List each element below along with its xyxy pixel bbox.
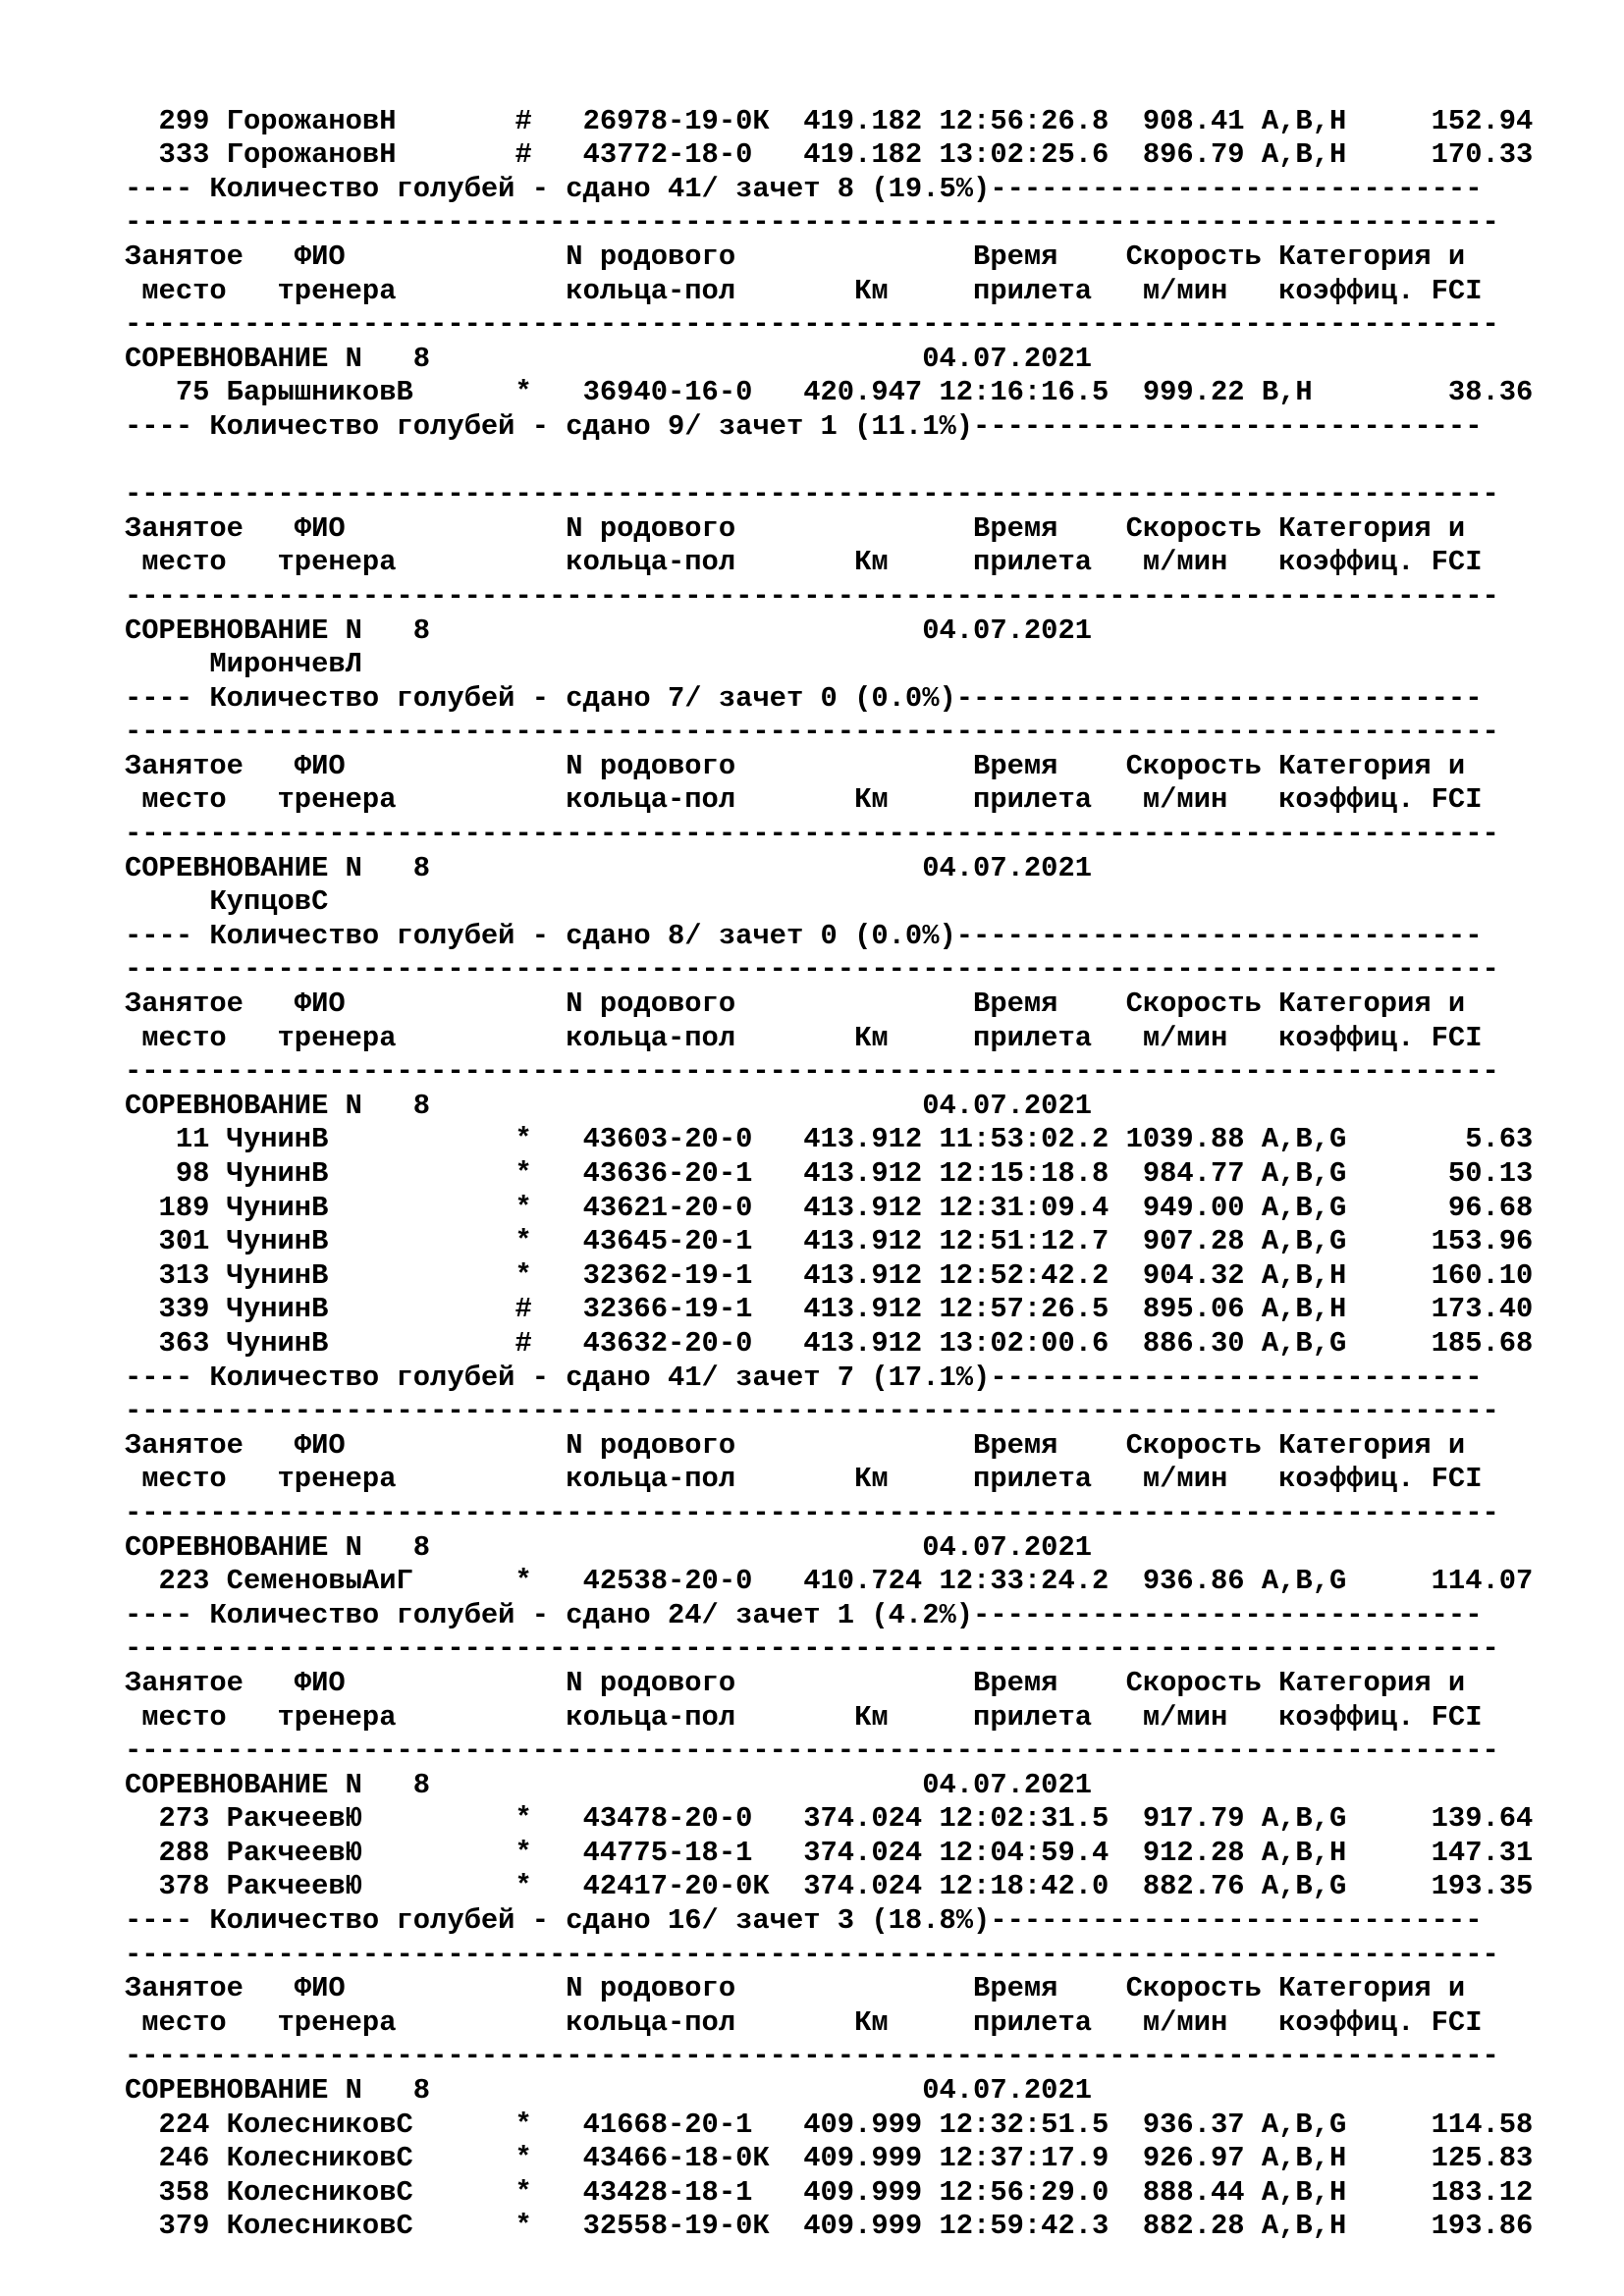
blank-line (125, 445, 1533, 479)
section-summary: ---- Количество голубей - сдано 8/ зачет 0 (0.0%)------------------------------- (125, 919, 1483, 952)
section-summary: ---- Количество голубей - сдано 16/ зачет 3 (18.8%)----------------------------- (125, 1904, 1483, 1938)
result-row: 224 КолесниковС * 41668-20-1 409.999 12:32:51.5 936.37 A,B,G 114.58 (125, 2108, 1534, 2141)
section-summary: ---- Количество голубей - сдано 24/ зачет 1 (4.2%)------------------------------ (125, 1598, 1483, 1631)
results-report (125, 71, 1533, 2278)
section-summary: ---- Количество голубей - сдано 41/ зачет 7 (17.1%)----------------------------- (125, 1361, 1483, 1394)
result-row: 98 ЧунинВ * 43636-20-1 413.912 12:15:18.8 984.77 A,B,G 50.13 (125, 1157, 1534, 1190)
result-row: 75 БарышниковВ * 36940-16-0 420.947 12:16:16.5 999.22 B,H 38.36 (125, 376, 1534, 409)
column-header: Занятое ФИО N родового Время Скорость Категория и (125, 1428, 1466, 1462)
result-row: 299 ГорожановН # 26978-19-0К 419.182 12:56:26.8 908.41 A,B,H 152.94 (125, 104, 1534, 137)
competition-header: СОРЕВНОВАНИЕ N 8 04.07.2021 (125, 851, 1093, 884)
competition-header: СОРЕВНОВАНИЕ N 8 04.07.2021 (125, 1089, 1093, 1122)
column-header: Занятое ФИО N родового Время Скорость Категория и (125, 1666, 1466, 1699)
competition-header: СОРЕВНОВАНИЕ N 8 04.07.2021 (125, 2074, 1093, 2108)
separator: --------------------------------------------------------------------------------- (125, 478, 1499, 511)
separator: --------------------------------------------------------------------------------- (125, 1735, 1499, 1768)
separator: --------------------------------------------------------------------------------- (125, 716, 1499, 749)
column-header: Занятое ФИО N родового Время Скорость Категория и (125, 240, 1466, 273)
trainer-name: МирончевЛ (125, 648, 362, 681)
section-summary: ---- Количество голубей - сдано 41/ зачет 8 (19.5%)----------------------------- (125, 172, 1483, 205)
separator: --------------------------------------------------------------------------------- (125, 308, 1499, 342)
column-header: Занятое ФИО N родового Время Скорость Категория и (125, 988, 1466, 1021)
separator: --------------------------------------------------------------------------------- (125, 1055, 1499, 1089)
section-summary: ---- Количество голубей - сдано 9/ зачет 1 (11.1%)------------------------------ (125, 409, 1483, 443)
column-header: Занятое ФИО N родового Время Скорость Категория и (125, 749, 1466, 782)
separator: --------------------------------------------------------------------------------- (125, 2040, 1499, 2073)
result-row: 273 РакчеевЮ * 43478-20-0 374.024 12:02:31.5 917.79 A,B,G 139.64 (125, 1802, 1534, 1836)
result-row: 363 ЧунинВ # 43632-20-0 413.912 13:02:00.6 886.30 A,B,G 185.68 (125, 1326, 1534, 1360)
result-row: 339 ЧунинВ # 32366-19-1 413.912 12:57:26.5 895.06 A,B,H 173.40 (125, 1293, 1534, 1326)
column-header: место тренера кольца-пол Км прилета м/мин коэффиц. FCI (125, 274, 1483, 307)
section-summary: ---- Количество голубей - сдано 7/ зачет 0 (0.0%)------------------------------- (125, 681, 1483, 715)
result-row: 333 ГорожановН # 43772-18-0 419.182 13:02:25.6 896.79 A,B,H 170.33 (125, 138, 1534, 172)
separator: --------------------------------------------------------------------------------- (125, 953, 1499, 987)
competition-header: СОРЕВНОВАНИЕ N 8 04.07.2021 (125, 614, 1093, 647)
trainer-name: КупцовС (125, 885, 329, 919)
column-header: Занятое ФИО N родового Время Скорость Категория и (125, 1972, 1466, 2005)
result-row: 246 КолесниковС * 43466-18-0К 409.999 12:37:17.9 926.97 A,B,H 125.83 (125, 2142, 1534, 2175)
separator: --------------------------------------------------------------------------------- (125, 206, 1499, 240)
column-header: место тренера кольца-пол Км прилета м/мин коэффиц. FCI (125, 2005, 1483, 2039)
column-header: Занятое ФИО N родового Время Скорость Категория и (125, 511, 1466, 545)
result-row: 358 КолесниковС * 43428-18-1 409.999 12:56:29.0 888.44 A,B,H 183.12 (125, 2175, 1534, 2209)
column-header: место тренера кольца-пол Км прилета м/мин коэффиц. FCI (125, 1700, 1483, 1734)
result-row: 378 РакчеевЮ * 42417-20-0К 374.024 12:18:42.0 882.76 A,B,G 193.35 (125, 1870, 1534, 1903)
separator: --------------------------------------------------------------------------------- (125, 818, 1499, 851)
result-row: 313 ЧунинВ * 32362-19-1 413.912 12:52:42.2 904.32 A,B,H 160.10 (125, 1258, 1534, 1292)
competition-header: СОРЕВНОВАНИЕ N 8 04.07.2021 (125, 342, 1093, 375)
separator: --------------------------------------------------------------------------------- (125, 1632, 1499, 1666)
separator: --------------------------------------------------------------------------------- (125, 1496, 1499, 1529)
separator: --------------------------------------------------------------------------------- (125, 1938, 1499, 1971)
result-row: 189 ЧунинВ * 43621-20-0 413.912 12:31:09.4 949.00 A,B,G 96.68 (125, 1191, 1534, 1224)
column-header: место тренера кольца-пол Км прилета м/мин коэффиц. FCI (125, 1021, 1483, 1054)
result-row: 379 КолесниковС * 32558-19-0К 409.999 12:59:42.3 882.28 A,B,H 193.86 (125, 2210, 1534, 2243)
column-header: место тренера кольца-пол Км прилета м/мин коэффиц. FCI (125, 783, 1483, 817)
separator: --------------------------------------------------------------------------------- (125, 1395, 1499, 1428)
column-header: место тренера кольца-пол Км прилета м/мин коэффиц. FCI (125, 546, 1483, 579)
separator: --------------------------------------------------------------------------------- (125, 579, 1499, 613)
result-row: 223 СеменовыАиГ * 42538-20-0 410.724 12:33:24.2 936.86 A,B,G 114.07 (125, 1565, 1534, 1598)
result-row: 288 РакчеевЮ * 44775-18-1 374.024 12:04:59.4 912.28 A,B,H 147.31 (125, 1836, 1534, 1869)
result-row: 11 ЧунинВ * 43603-20-0 413.912 11:53:02.2 1039.88 A,B,G 5.63 (125, 1123, 1534, 1156)
competition-header: СОРЕВНОВАНИЕ N 8 04.07.2021 (125, 1530, 1093, 1564)
competition-header: СОРЕВНОВАНИЕ N 8 04.07.2021 (125, 1768, 1093, 1801)
column-header: место тренера кольца-пол Км прилета м/мин коэффиц. FCI (125, 1463, 1483, 1496)
result-row: 301 ЧунинВ * 43645-20-1 413.912 12:51:12.7 907.28 A,B,G 153.96 (125, 1225, 1534, 1258)
